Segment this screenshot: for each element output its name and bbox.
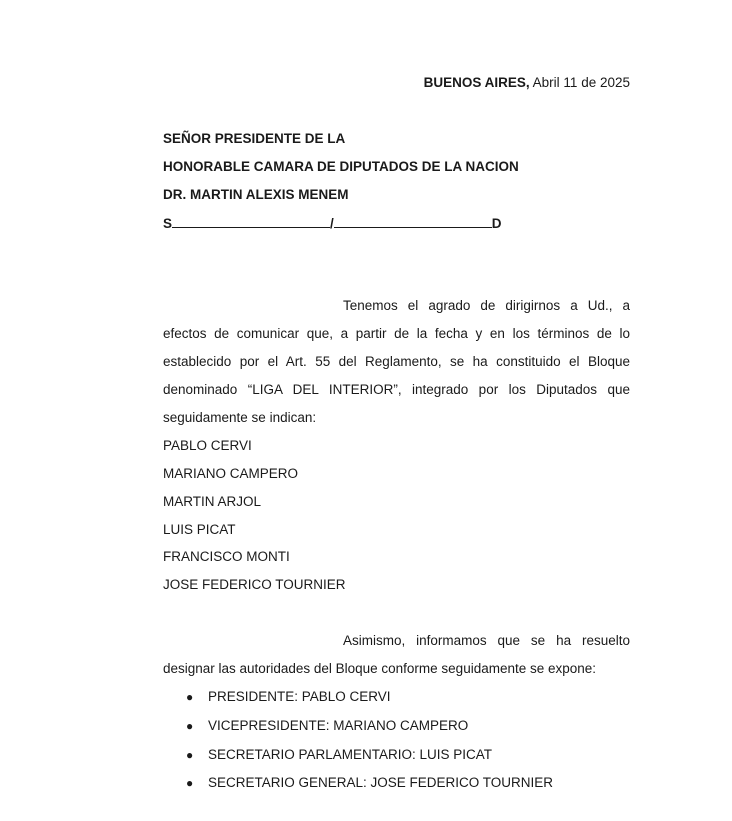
deputy-item: MARTIN ARJOL <box>163 494 262 509</box>
date-text: Abril 11 de 2025 <box>532 75 630 90</box>
recipient-line-1: SEÑOR PRESIDENTE DE LA <box>163 131 346 146</box>
authority-list-item <box>186 717 468 735</box>
authority-text: VICEPRESIDENTE: MARIANO CAMPERO <box>208 718 469 733</box>
sd-slash: / <box>330 216 334 231</box>
deputy-item: MARIANO CAMPERO <box>163 466 299 481</box>
authority-text: PRESIDENTE: PABLO CERVI <box>208 689 391 704</box>
sd-s: S <box>163 216 173 231</box>
paragraph-1-line-5: seguidamente se indican: <box>163 410 317 425</box>
sd-d: D <box>491 216 502 231</box>
paragraph-2-line-2: designar las autoridades del Bloque conforme seguidamente se expone: <box>163 661 597 676</box>
paragraph-2-line-1: Asimismo, informamos que se ha resuelto <box>343 633 630 648</box>
bullet-icon: ● <box>186 690 194 704</box>
deputy-item: FRANCISCO MONTI <box>163 549 290 564</box>
paragraph-1-line-3: establecido por el Art. 55 del Reglamento, se ha constituido el Bloque <box>163 354 630 369</box>
paragraph-1-line-4: denominado “LIGA DEL INTERIOR”, integrado por los Diputados que <box>163 382 630 397</box>
salutation-sd-line <box>163 214 630 233</box>
paragraph-1-line-1: Tenemos el agrado de dirigirnos a Ud., a <box>343 298 630 313</box>
bullet-icon: ● <box>186 776 194 790</box>
authority-list-item <box>186 774 553 792</box>
sd-blank-2 <box>334 214 492 228</box>
bullet-icon: ● <box>186 719 194 733</box>
bullet-icon: ● <box>186 748 194 762</box>
recipient-line-2: HONORABLE CAMARA DE DIPUTADOS DE LA NACION <box>163 159 519 174</box>
date-line <box>424 74 630 92</box>
deputy-item: JOSE FEDERICO TOURNIER <box>163 577 346 592</box>
authority-text: SECRETARIO GENERAL: JOSE FEDERICO TOURNIER <box>208 775 554 790</box>
deputy-item: LUIS PICAT <box>163 522 236 537</box>
authority-text: SECRETARIO PARLAMENTARIO: LUIS PICAT <box>208 747 493 762</box>
paragraph-1-line-2: efectos de comunicar que, a partir de la fecha y en los términos de lo <box>163 326 630 341</box>
deputy-item: PABLO CERVI <box>163 438 252 453</box>
authority-list-item <box>186 688 391 706</box>
authority-list-item <box>186 746 492 764</box>
city-label: BUENOS AIRES, <box>423 75 530 90</box>
recipient-line-3: DR. MARTIN ALEXIS MENEM <box>163 187 349 202</box>
sd-blank-1 <box>172 214 330 228</box>
